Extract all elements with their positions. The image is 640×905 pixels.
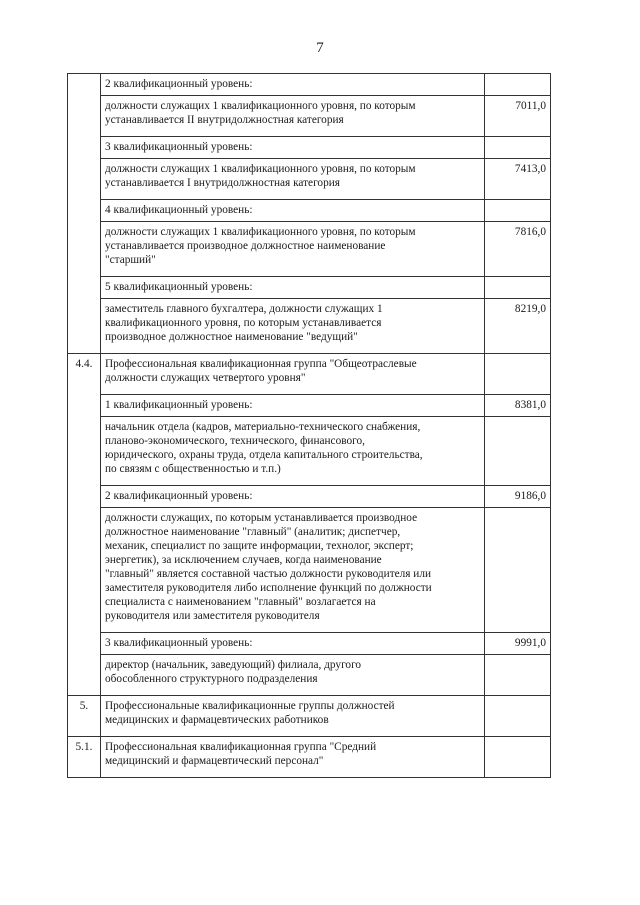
table-row xyxy=(68,137,551,159)
row-text: 2 квалификационный уровень: xyxy=(101,74,485,96)
row-value xyxy=(485,277,551,299)
row-text: Профессиональные квалификационные группы должностей медицинских и фармацевтических работников xyxy=(101,696,485,737)
row-value xyxy=(485,74,551,96)
table-row xyxy=(68,222,551,277)
table-row xyxy=(68,655,551,696)
row-value xyxy=(485,655,551,696)
table-row xyxy=(68,395,551,417)
salary-table xyxy=(67,73,551,778)
table-row xyxy=(68,159,551,200)
row-value xyxy=(485,417,551,486)
table-row xyxy=(68,486,551,508)
row-text: начальник отдела (кадров, материально-технического снабжения, планово-экономического, технического, финансового, юридического, охраны труда, отдела капитального строительства, по связям с общественностью и т.п.) xyxy=(101,417,485,486)
row-value: 7816,0 xyxy=(485,222,551,277)
row-text: 5 квалификационный уровень: xyxy=(101,277,485,299)
row-text: должности служащих 1 квалификационного уровня, по которым устанавливается I внутридолжностная категория xyxy=(101,159,485,200)
row-value xyxy=(485,696,551,737)
row-number: 4.4. xyxy=(68,354,101,696)
table-row xyxy=(68,354,551,395)
table-row xyxy=(68,299,551,354)
page-number: 7 xyxy=(316,40,324,56)
row-value: 8219,0 xyxy=(485,299,551,354)
row-text: 2 квалификационный уровень: xyxy=(101,486,485,508)
row-value: 7413,0 xyxy=(485,159,551,200)
row-value: 9186,0 xyxy=(485,486,551,508)
table-row xyxy=(68,696,551,737)
row-value xyxy=(485,200,551,222)
table-row xyxy=(68,74,551,96)
row-number: 5.1. xyxy=(68,737,101,778)
row-value xyxy=(485,354,551,395)
row-value xyxy=(485,137,551,159)
row-value xyxy=(485,737,551,778)
row-value xyxy=(485,508,551,633)
row-text: 3 квалификационный уровень: xyxy=(101,137,485,159)
table-row xyxy=(68,633,551,655)
table-row xyxy=(68,200,551,222)
row-text: заместитель главного бухгалтера, должности служащих 1 квалификационного уровня, по которым устанавливается производное должностное наименование "ведущий" xyxy=(101,299,485,354)
row-text: должности служащих 1 квалификационного уровня, по которым устанавливается II внутридолжностная категория xyxy=(101,96,485,137)
row-value: 9991,0 xyxy=(485,633,551,655)
row-number xyxy=(68,74,101,354)
row-text: 4 квалификационный уровень: xyxy=(101,200,485,222)
table-row xyxy=(68,277,551,299)
row-value: 7011,0 xyxy=(485,96,551,137)
table-row xyxy=(68,417,551,486)
table-row xyxy=(68,508,551,633)
row-number: 5. xyxy=(68,696,101,737)
row-text: должности служащих 1 квалификационного уровня, по которым устанавливается производное должностное наименование "старший" xyxy=(101,222,485,277)
table-row xyxy=(68,96,551,137)
row-value: 8381,0 xyxy=(485,395,551,417)
row-text: Профессиональная квалификационная группа "Общеотраслевые должности служащих четвертого уровня" xyxy=(101,354,485,395)
row-text: 1 квалификационный уровень: xyxy=(101,395,485,417)
row-text: должности служащих, по которым устанавливается производное должностное наименование "главный" (аналитик; диспетчер, механик, специалист по защите информации, технолог, эксперт; энергетик), за исключением случаев, когда наименование "главный" является составной частью должности руководителя или заместителя руководителя либо исполнение функций по должности специалиста с наименованием "главный" возлагается на руководителя или заместителя руководителя xyxy=(101,508,485,633)
row-text: Профессиональная квалификационная группа "Средний медицинский и фармацевтический персонал" xyxy=(101,737,485,778)
row-text: директор (начальник, заведующий) филиала, другого обособленного структурного подразделения xyxy=(101,655,485,696)
row-text: 3 квалификационный уровень: xyxy=(101,633,485,655)
table-row xyxy=(68,737,551,778)
